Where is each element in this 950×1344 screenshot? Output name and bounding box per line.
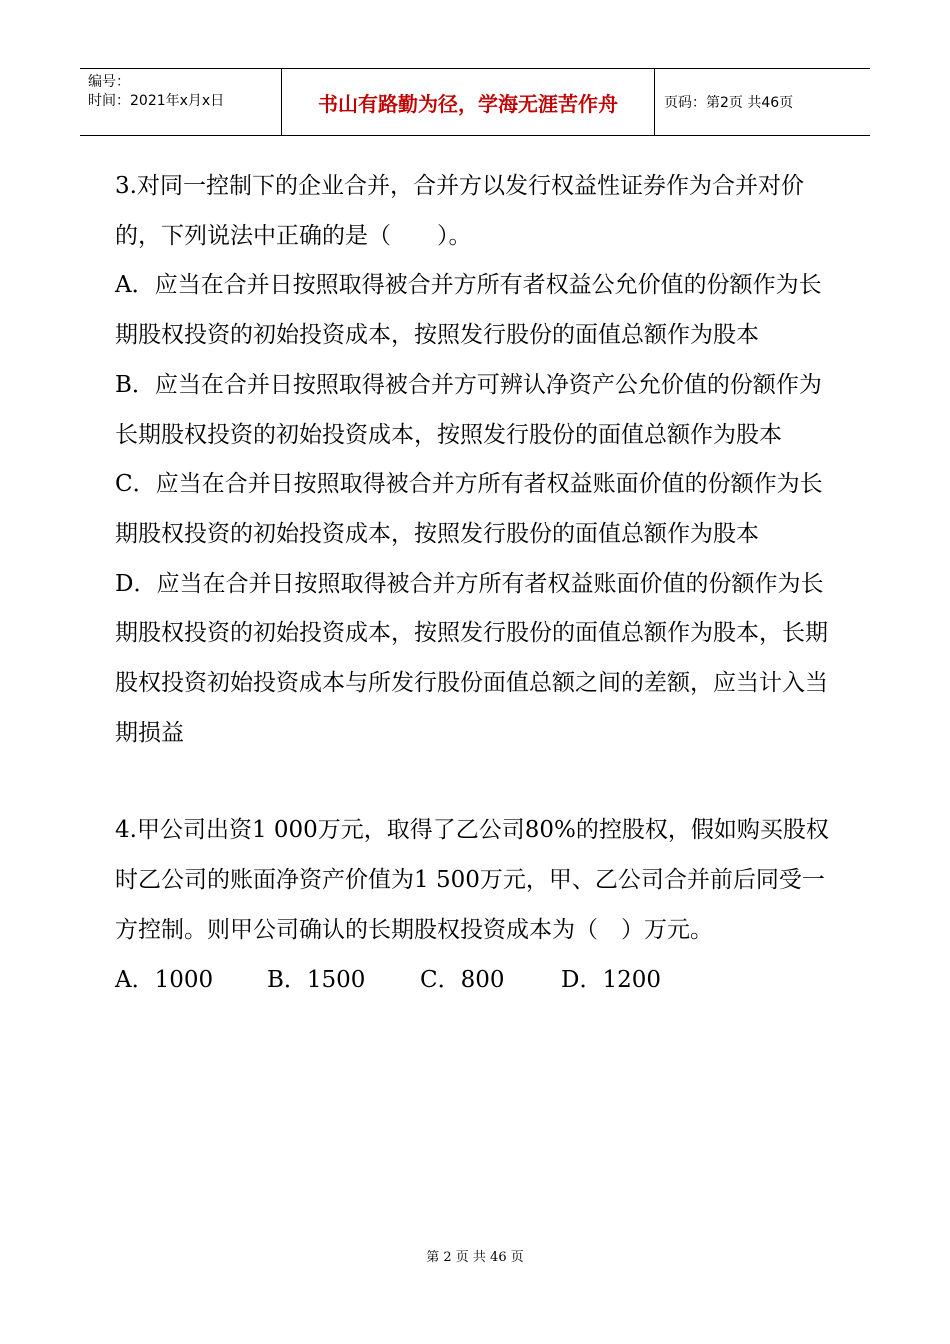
question-gap: [115, 758, 835, 806]
question-4-stem: 4.甲公司出资1 000万元，取得了乙公司80%的控股权，假如购买股权时乙公司的账面净资产价值为1 500万元，甲、乙公司合并前后同受一方控制。则甲公司确认的长期股权投资成本为（ ）万元。: [115, 817, 829, 943]
question-4-option-a: A．1000: [115, 966, 214, 993]
date-label: 时间：2021年x月x日: [88, 93, 225, 109]
question-4-options: [115, 956, 835, 1006]
code-label: 编号：: [88, 74, 130, 90]
header-motto: 书山有路勤为径，学海无涯苦作舟: [282, 69, 655, 135]
page-footer: 第 2 页 共 46 页: [426, 1250, 524, 1265]
question-3-option-b: B．应当在合并日按照取得被合并方可辨认净资产公允价值的份额作为长期股权投资的初始投资成本，按照发行股份的面值总额作为股本: [115, 371, 822, 448]
question-4-option-c: C．800: [420, 966, 505, 993]
document-body: [115, 162, 835, 1005]
question-3-option-a: A．应当在合并日按照取得被合并方所有者权益公允价值的份额作为长期股权投资的初始投资成本，按照发行股份的面值总额作为股本: [115, 272, 822, 349]
header-page-info: 页码：第2页 共46页: [664, 95, 794, 111]
question-4-option-b: B．1500: [267, 966, 366, 993]
header-meta: [80, 69, 282, 135]
page-header: [80, 68, 870, 136]
question-4-option-d: D．1200: [561, 966, 661, 993]
question-3-stem: 3.对同一控制下的企业合并，合并方以发行权益性证券作为合并对价的，下列说法中正确的是（ ）。: [115, 173, 804, 249]
question-3-option-d: D．应当在合并日按照取得被合并方所有者权益账面价值的份额作为长期股权投资的初始投资成本，按照发行股份的面值总额作为股本，长期股权投资初始投资成本与所发行股份面值总额之间的差额，应当计入当期损益: [115, 570, 828, 746]
question-3-option-c: C．应当在合并日按照取得被合并方所有者权益账面价值的份额作为长期股权投资的初始投资成本，按照发行股份的面值总额作为股本: [115, 471, 823, 547]
